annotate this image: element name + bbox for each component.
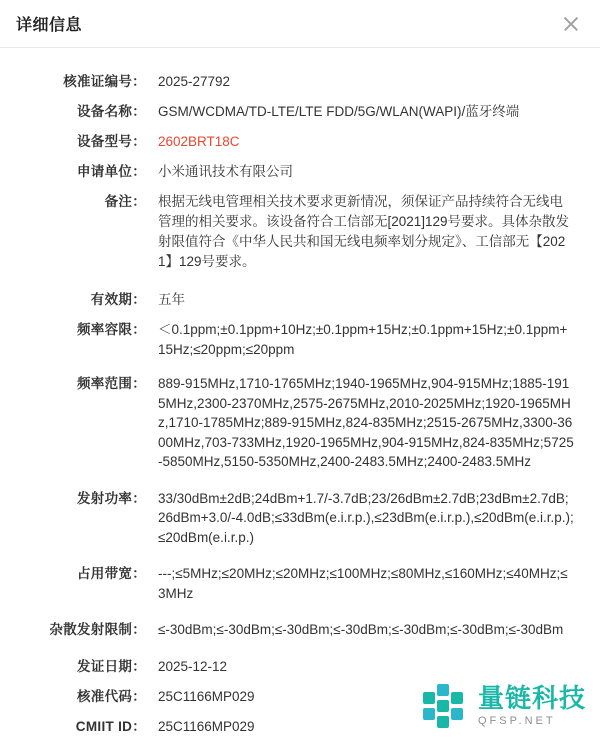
row-label: 设备型号： [77, 134, 146, 149]
table-row [0, 62, 600, 97]
watermark-subtitle: QFSP.NET [477, 715, 556, 727]
row-value: ≤-30dBm;≤-30dBm;≤-30dBm;≤-30dBm;≤-30dBm;≤-30dBm;≤-30dBm [158, 622, 564, 637]
table-row [0, 364, 600, 477]
row-value: 25C1166MP029 [158, 719, 255, 734]
watermark-title: 量链科技 [477, 683, 586, 713]
row-value: 五年 [158, 292, 185, 307]
row-value: ＜0.1ppm;±0.1ppm+10Hz;±0.1ppm+15Hz;±0.1ppm+15Hz;±0.1ppm+15Hz;≤20ppm;≤20ppm [158, 322, 568, 357]
row-label: 申请单位： [77, 164, 146, 179]
row-label: 占用带宽： [77, 566, 146, 581]
row-value: GSM/WCDMA/TD-LTE/LTE FDD/5G/WLAN(WAPI)/蓝牙终端 [158, 104, 520, 119]
row-value-model: 2602BRT18C [158, 134, 240, 149]
row-label: 发射功率： [77, 490, 146, 506]
page-title: 详细信息 [16, 17, 83, 34]
table-row [0, 552, 600, 608]
table-row [0, 315, 600, 364]
row-value: 2025-12-12 [158, 659, 228, 674]
row-label: 设备名称： [77, 104, 146, 119]
table-row [0, 477, 600, 553]
table-row [0, 127, 600, 157]
row-label: 备注： [104, 194, 146, 209]
table-row [0, 608, 600, 645]
table-row [0, 282, 600, 315]
row-label: 频率容限： [77, 322, 146, 337]
close-icon[interactable] [560, 13, 582, 35]
row-value: 2025-27792 [158, 74, 231, 89]
row-label: 有效期： [90, 292, 146, 307]
row-value: 25C1166MP029 [158, 689, 255, 704]
table-row [0, 187, 600, 282]
table-row [0, 712, 600, 739]
table-row [0, 97, 600, 127]
table-row [0, 682, 600, 712]
detail-table [0, 48, 600, 739]
row-value: 33/30dBm±2dB;24dBm+1.7/-3.7dB;23/26dBm±2.7dB;23dBm±2.7dB;26dBm+3.0/-4.0dB;≤33dBm(e.i.r.p.),≤23dBm(e.i.r.p.),≤20dBm(e.i.r.p.);≤20dBm(e.i.r.p.) [158, 490, 574, 545]
row-label: 核准代码： [77, 689, 146, 704]
row-value: 889-915MHz,1710-1765MHz;1940-1965MHz,904-915MHz;1885-1915MHz,2300-2370MHz,2575-2675MHz,2010-2025MHz;1920-1965MHz,1710-1785MHz;889-915MHz,824-835MHz;2515-2675MHz,3300-3600MHz,703-733MHz,1920-1965MHz,904-915MHz,824-835MHz;5725-5850MHz,5150-5350MHz,2400-2483.5MHz;2400-2483.5MHz [158, 376, 574, 469]
row-label: 杂散发射限制： [49, 622, 146, 637]
row-value: 根据无线电管理相关技术要求更新情况，须保证产品持续符合无线电管理的相关要求。该设备符合工信部无[2021]129号要求。具体杂散发射限值符合《中华人民共和国无线电频率划分规定》、工信部无【2021】129号要求。 [158, 194, 570, 269]
row-value: 小米通讯技术有限公司 [158, 164, 293, 179]
row-value: ---;≤5MHz;≤20MHz;≤20MHz;≤100MHz;≤80MHz,≤160MHz;≤40MHz;≤3MHz [158, 566, 568, 601]
table-row [0, 645, 600, 682]
dialog-header [0, 0, 600, 48]
row-label: 核准证编号： [63, 74, 146, 89]
table-row [0, 157, 600, 187]
row-label: 频率范围： [77, 376, 146, 391]
row-label: CMIIT ID： [75, 719, 146, 734]
row-label: 发证日期： [77, 659, 146, 674]
